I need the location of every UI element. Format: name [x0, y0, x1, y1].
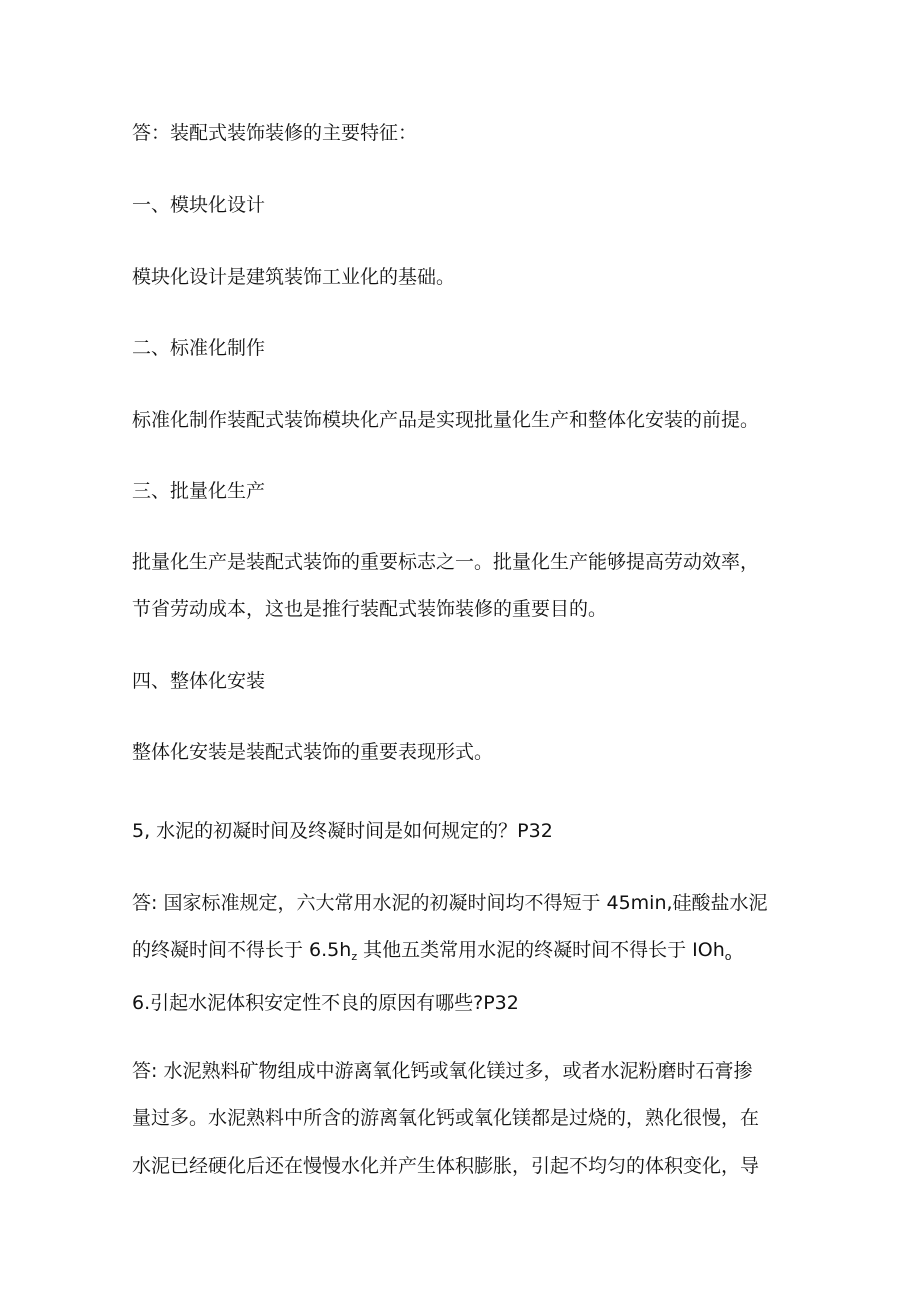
answer-intro: 答：装配式装饰装修的主要特征： [132, 122, 418, 144]
answer-text-segment: 其他五类常用水泥的终凝时间不得长于 IOh [357, 939, 725, 961]
question-6-answer-line-1: 答: 水泥熟料矿物组成中游离氧化钙或氧化镁过多，或者水泥粉磨时石膏掺 [132, 1060, 753, 1082]
section-heading-3: 三、批量化生产 [132, 480, 266, 502]
question-5-answer-line-2 [132, 938, 732, 962]
section-body-3-line-2: 节省劳动成本，这也是推行装配式装饰装修的重要目的。 [132, 598, 608, 620]
question-6-answer-line-3: 水泥已经硬化后还在慢慢水化并产生体积膨胀，引起不均匀的体积变化，导 [132, 1155, 760, 1177]
question-5: 5, 水泥的初凝时间及终凝时间是如何规定的？P32 [132, 820, 553, 842]
section-heading-4: 四、整体化安装 [132, 670, 266, 692]
section-body-4-line-1: 整体化安装是装配式装饰的重要表现形式。 [132, 741, 494, 763]
question-6-answer-line-2: 量过多。水泥熟料中所含的游离氧化钙或氧化镁都是过烧的，熟化很慢，在 [132, 1107, 760, 1129]
section-body-2-line-1: 标准化制作装配式装饰模块化产品是实现批量化生产和整体化安装的前提。 [132, 409, 760, 431]
section-body-3-line-1: 批量化生产是装配式装饰的重要标志之一。批量化生产能够提高劳动效率， [132, 551, 760, 573]
section-heading-1: 一、模块化设计 [132, 194, 266, 216]
subscript-z: z [351, 950, 358, 963]
question-6: 6.引起水泥体积安定性不良的原因有哪些?P32 [132, 992, 519, 1014]
question-5-answer-line-1: 答: 国家标准规定，六大常用水泥的初凝时间均不得短于 45min,硅酸盐水泥 [132, 892, 768, 914]
subscript-o: o [724, 950, 732, 963]
answer-text-segment: 的终凝时间不得长于 6.5h [132, 939, 352, 961]
section-heading-2: 二、标准化制作 [132, 337, 266, 359]
section-body-1-line-1: 模块化设计是建筑装饰工业化的基础。 [132, 266, 456, 288]
